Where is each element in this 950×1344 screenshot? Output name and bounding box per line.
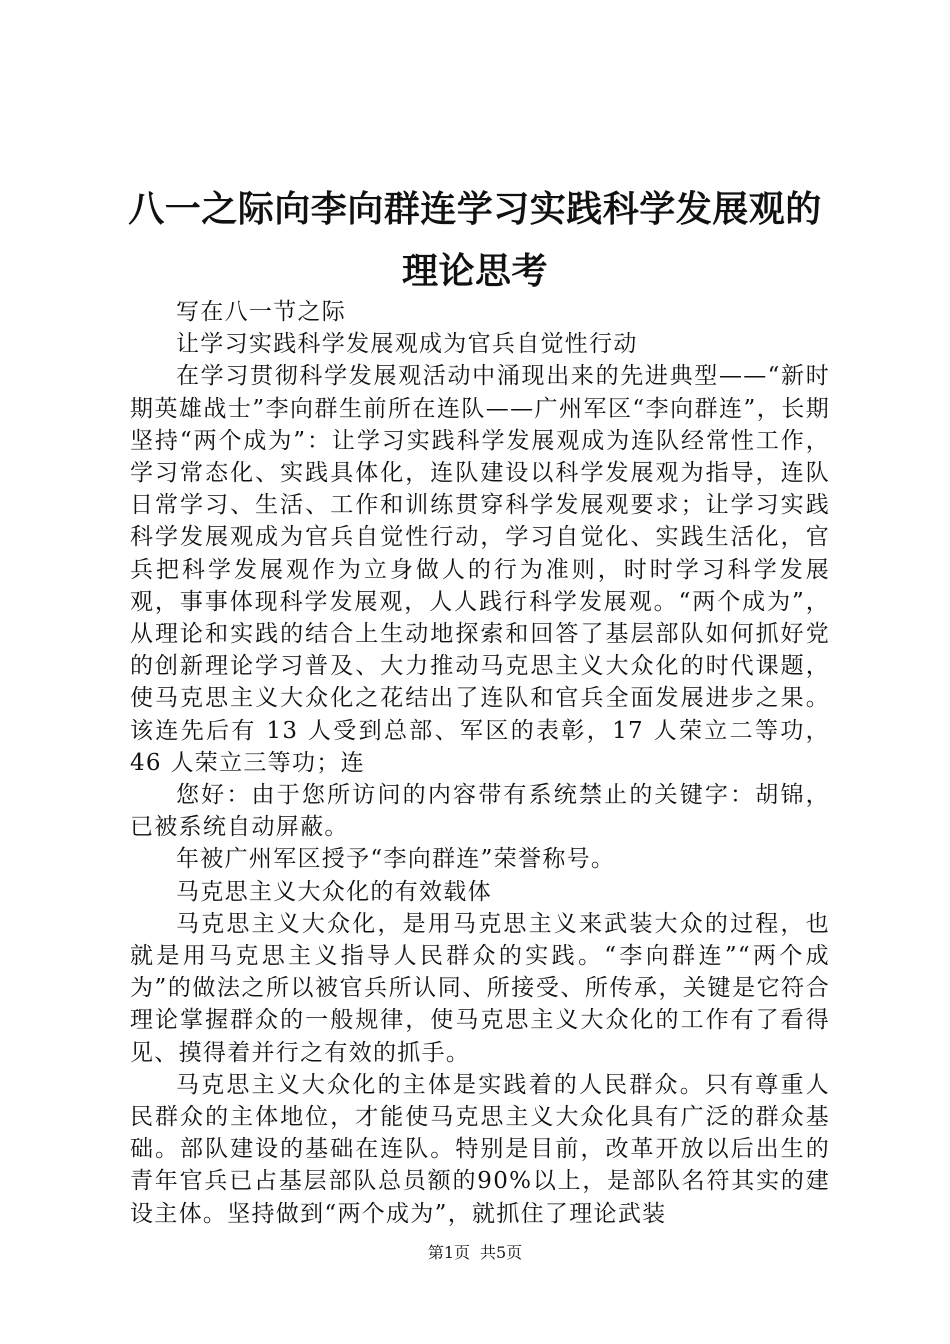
paragraph: 写在八一节之际 (176, 299, 347, 325)
paragraph: 年被广州军区授予“李向群连”荣誉称号。 (176, 846, 616, 873)
paragraph: 马克思主义大众化，是用马克思主义来武装大众的过程，也就是用马克思主义指导人民群众的实践。“李向群连”“两个成为”的做法之所以被官兵所认同、所接受、所传承，关键是它符合理论掌握群众的一般规律，使马克思主义大众化的工作有了看得见、摸得着并行之有效的抓手。 (130, 910, 830, 1066)
paragraph: 在学习贯彻科学发展观活动中涌现出来的先进典型——“新时期英雄战士”李向群生前所在连队——广州军区“李向群连”，长期坚持“两个成为”：让学习实践科学发展观成为连队经常性工作，学习常态化、实践具体化，连队建设以科学发展观为指导，连队日常学习、生活、工作和训练贯穿科学发展观要求；让学习实践科学发展观成为官兵自觉性行动，学习自觉化、实践生活化，官兵把科学发展观作为立身做人的行为准则，时时学习科学发展观，事事体现科学发展观，人人践行科学发展观。“两个成为”，从理论和实践的结合上生动地探索和回答了基层部队如何抓好党的创新理论学习普及、大力推动马克思主义大众化的时代课题，使马克思主义大众化之花结出了连队和官兵全面发展进步之果。该连先后有 13 人受到总部、军区的表彰，17 人荣立二等功，46 人荣立三等功；连 (130, 363, 830, 776)
page-footer (0, 1243, 950, 1263)
paragraph: 让学习实践科学发展观成为官兵自觉性行动 (176, 331, 638, 358)
page-total: 共5页 (480, 1243, 523, 1262)
paragraph: 马克思主义大众化的有效载体 (176, 878, 492, 905)
paragraph: 您好：由于您所访问的内容带有系统禁止的关键字：胡锦，已被系统自动屏蔽。 (130, 782, 830, 841)
document-title: 八一之际向李向群连学习实践科学发展观的理论思考 (128, 188, 822, 292)
paragraph: 马克思主义大众化的主体是实践着的人民群众。只有尊重人民群众的主体地位，才能使马克思主义大众化具有广泛的群众基础。部队建设的基础在连队。特别是目前，改革开放以后出生的青年官兵已占基层部队总员额的90%以上，是部队名符其实的建设主体。坚持做到“两个成为”，就抓住了理论武装 (130, 1071, 830, 1227)
document-body (130, 296, 830, 1230)
page-number: 第1页 (427, 1243, 470, 1262)
